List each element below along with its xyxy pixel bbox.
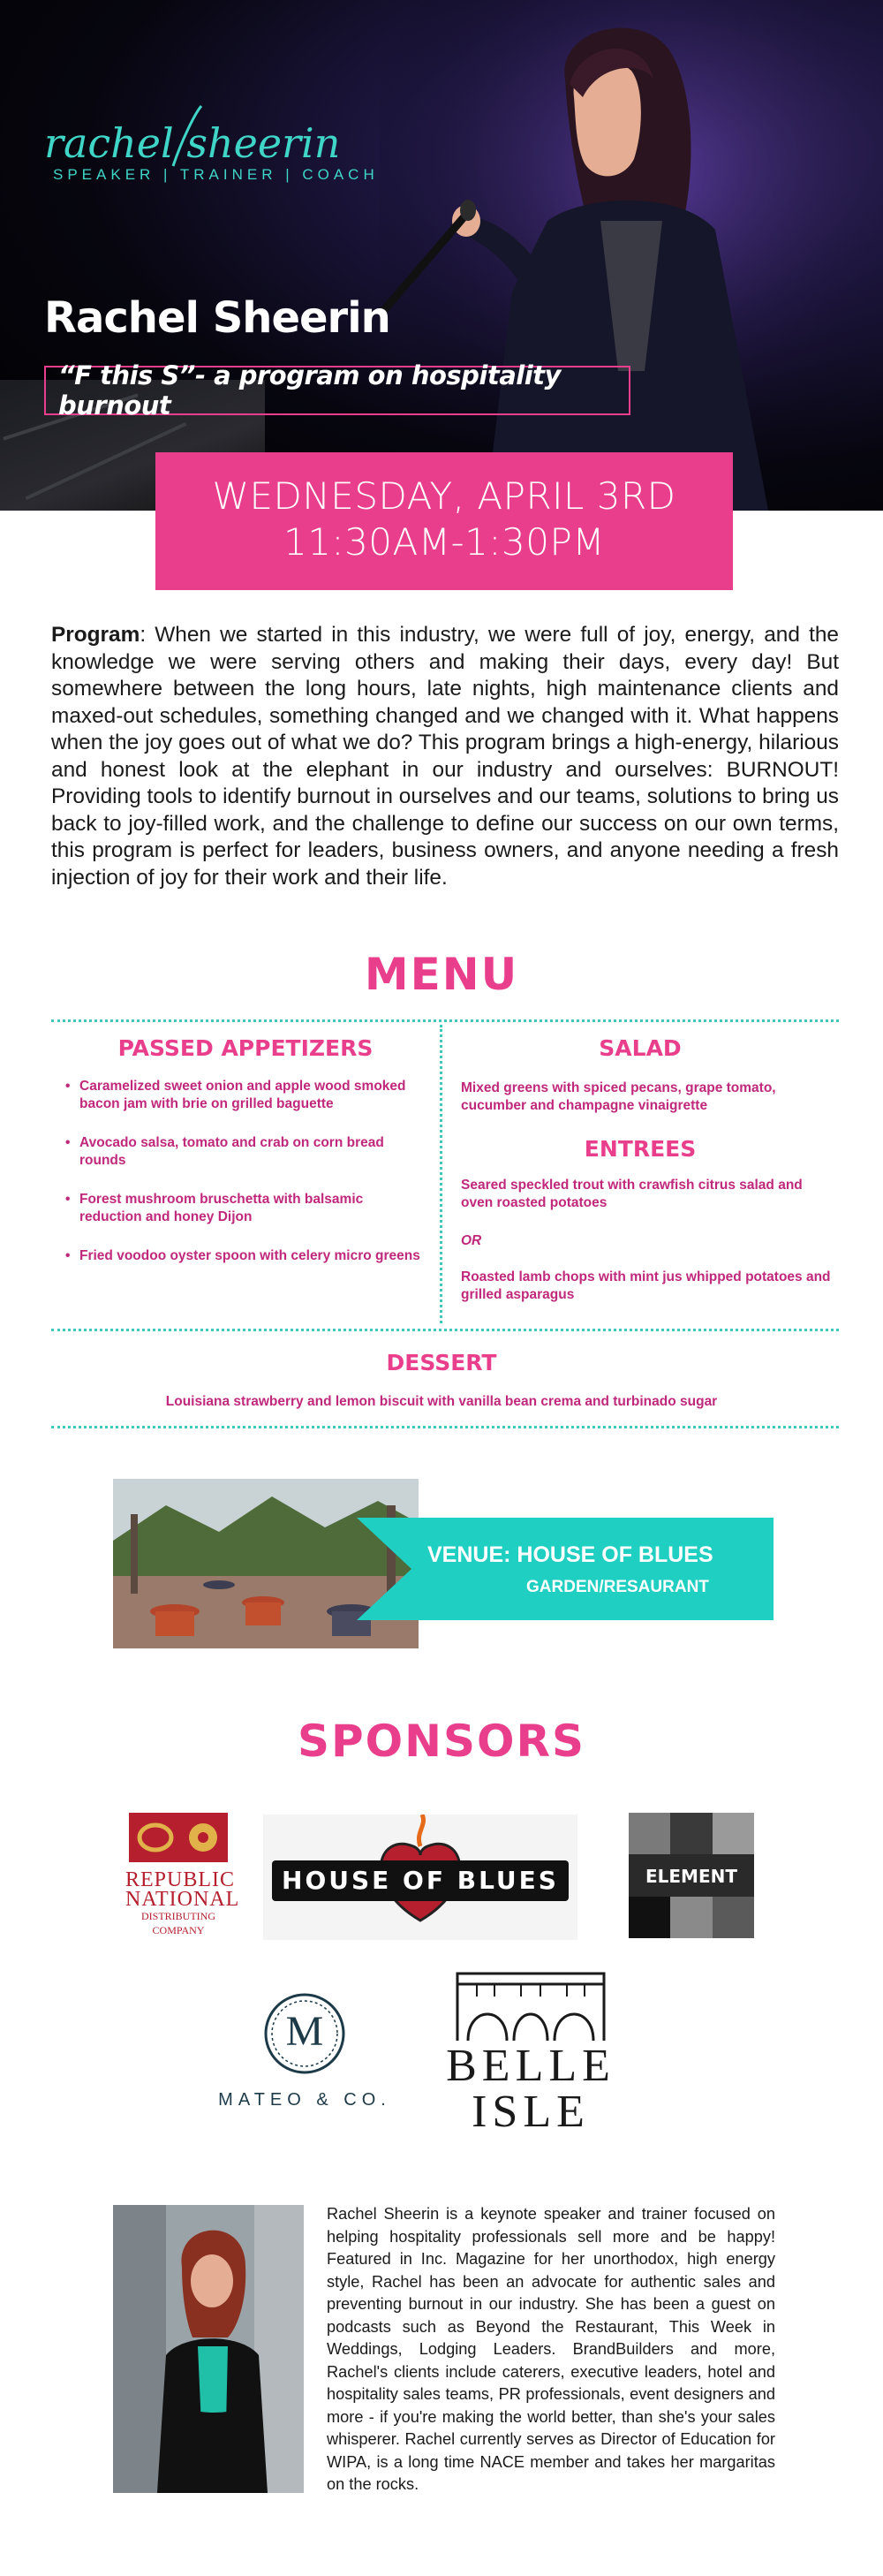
sponsor-mateo-logo [212,1991,397,2115]
belle-line1: BELLE [446,2041,615,2091]
element-text: ELEMENT [645,1866,737,1887]
sponsor-element-logo [629,1813,754,1938]
mateo-text: MATEO & CO. [218,2090,391,2110]
program-title: “F this S”- a program on hospitality burnout [58,360,561,420]
program-label: Program [51,623,140,647]
menu-title: MENU [364,949,519,1000]
venue-banner [357,1518,774,1620]
sponsors-title: SPONSORS [297,1716,586,1767]
dessert-item: Louisiana strawberry and lemon biscuit with vanilla bean crema and turbinado sugar [165,1394,718,1409]
dessert-heading: DESSERT [386,1350,497,1375]
entree-item-trout: Seared speckled trout with crawfish citrus salad and oven roasted potatoes [461,1178,803,1210]
event-date-box [155,452,733,590]
salad-item: Mixed greens with spiced pecans, grape tomato, cucumber and champagne vinaigrette [461,1080,776,1113]
entree-or: OR [461,1233,482,1248]
bio-photo [113,2205,304,2493]
salad-heading: SALAD [599,1035,682,1061]
sponsor-rndc-logo [125,1813,240,1945]
list-item: • Avocado salsa, tomato and crab on corn bread rounds [65,1134,427,1170]
passed-appetizers-list [65,1078,427,1286]
program-title-box [44,360,630,420]
sponsor-house-of-blues-logo [263,1815,577,1940]
speaker-bio: Rachel Sheerin is a keynote speaker and trainer focused on helping hospitality professionals sell more and be happy! Featured in Inc. Magazine for her unorthodox, high energy style, Rachel has been an advocate for authentic sales and preventing burnout in our industry. She has been a guest on podcasts such as Beyond the Restaurant, This Week in Weddings, Lodging Leaders. BrandBuilders and more, Rachel's clients include caterers, executive leaders, hotel and hospitality sales teams, PR professionals, event designers and more - if you're making the world better, than she's your sales whisperer. Rachel currently serves as Director of Education for WIPA, is a long time NACE member and takes her margaritas on the rocks. [327,2205,775,2493]
belle-line2: ISLE [472,2087,590,2137]
event-date: WEDNESDAY, APRIL 3RD [212,474,676,518]
speaker-name: Rachel Sheerin [44,293,390,343]
list-item: • Forest mushroom bruschetta with balsamic reduction and honey Dijon [65,1191,427,1226]
rndc-name [125,1868,240,1937]
menu-divider-top [51,1019,839,1022]
menu-divider-vertical [440,1025,442,1323]
event-time: 11:30AM-1:30PM [283,520,606,564]
venue-title: VENUE: HOUSE OF BLUES [427,1542,713,1567]
hero-banner [0,0,883,511]
menu-divider-bottom [51,1426,839,1428]
rndc-line1: REPUBLIC [125,1868,236,1891]
list-item: • Caramelized sweet onion and apple wood smoked bacon jam with brie on grilled baguette [65,1078,427,1113]
venue-subtitle: GARDEN/RESAURANT [526,1578,709,1596]
passed-appetizers-heading: PASSED APPETIZERS [117,1035,374,1061]
mateo-letter: M [285,2008,324,2055]
belle-isle-bridge-icon [433,1970,629,2044]
entree-item-lamb: Roasted lamb chops with mint jus whipped potatoes and grilled asparagus [461,1269,831,1302]
rndc-emblem-icon [125,1813,231,1866]
hob-text: HOUSE OF BLUES [282,1866,559,1895]
program-description [51,622,839,891]
speaker-photo [380,0,883,511]
list-item: • Fried voodoo oyster spoon with celery micro greens [65,1247,427,1265]
logo-tagline: SPEAKER | TRAINER | COACH [53,166,379,183]
entrees-heading: ENTREES [584,1136,697,1162]
logo-script-text: rachel sheerin [44,119,341,167]
menu-divider-middle [51,1329,839,1331]
program-text: : When we started in this industry, we were full of joy, energy, and the knowledge we were serving others and making their days, every day! But somewhere between the long hours, late nights, high maintenance clients and maxed-out schedules, something changed and we changed with it. What happens when the joy goes out of what we do? This program brings a high-energy, hilarious and honest look at the elephant in our industry and ourselves: BURNOUT! Providing tools to identify burnout in ourselves and our teams, solutions to bring us back to joy-filled work, and the challenge to define our success on our own terms, this program is perfect for leaders, business owners, and anyone needing a fresh injection of joy for their work and their life. [51,623,839,890]
rndc-line3: DISTRIBUTING COMPANY [141,1910,215,1936]
sponsor-belle-isle-logo [433,1970,629,2138]
rndc-line2: NATIONAL [125,1888,240,1911]
